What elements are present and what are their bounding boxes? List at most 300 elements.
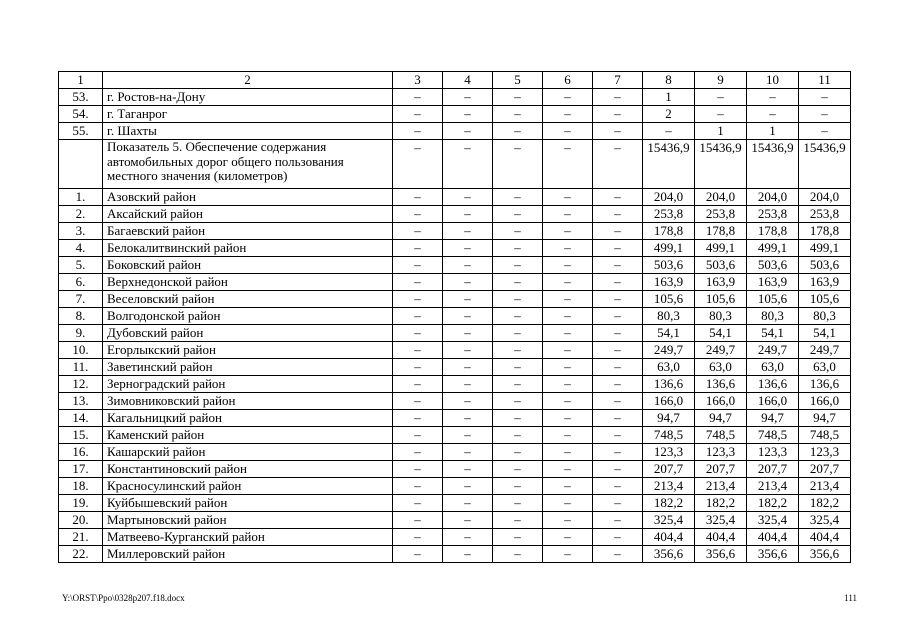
value-cell: 499,1 — [799, 240, 851, 257]
value-cell: – — [593, 240, 643, 257]
value-cell: 356,6 — [747, 546, 799, 563]
value-cell: 80,3 — [799, 308, 851, 325]
district-name: Мартыновский район — [103, 512, 393, 529]
column-header: 1 — [59, 72, 103, 89]
value-cell: – — [543, 342, 593, 359]
value-cell: – — [393, 393, 443, 410]
value-cell: – — [443, 478, 493, 495]
district-name: Кашарский район — [103, 444, 393, 461]
value-cell: – — [493, 444, 543, 461]
row-number: 5. — [59, 257, 103, 274]
value-cell: – — [593, 189, 643, 206]
value-cell: 2 — [643, 106, 695, 123]
district-name: Красносулинский район — [103, 478, 393, 495]
value-cell: – — [493, 223, 543, 240]
value-cell: 105,6 — [643, 291, 695, 308]
row-number: 7. — [59, 291, 103, 308]
value-cell: – — [493, 325, 543, 342]
value-cell: – — [593, 393, 643, 410]
column-header: 7 — [593, 72, 643, 89]
value-cell: – — [593, 410, 643, 427]
value-cell: 249,7 — [643, 342, 695, 359]
value-cell: – — [543, 123, 593, 140]
value-cell: – — [543, 89, 593, 106]
district-name: Белокалитвинский район — [103, 240, 393, 257]
value-cell: 1 — [695, 123, 747, 140]
value-cell: – — [443, 461, 493, 478]
column-header: 8 — [643, 72, 695, 89]
column-header: 9 — [695, 72, 747, 89]
value-cell: – — [393, 240, 443, 257]
value-cell: 15436,9 — [747, 140, 799, 189]
row-number: 9. — [59, 325, 103, 342]
value-cell: 136,6 — [799, 376, 851, 393]
value-cell: 325,4 — [695, 512, 747, 529]
table-row — [59, 546, 851, 563]
value-cell: 63,0 — [643, 359, 695, 376]
value-cell: 356,6 — [799, 546, 851, 563]
value-cell: – — [593, 106, 643, 123]
value-cell: – — [493, 376, 543, 393]
value-cell: 249,7 — [695, 342, 747, 359]
value-cell: – — [443, 427, 493, 444]
value-cell: – — [493, 495, 543, 512]
row-number: 20. — [59, 512, 103, 529]
value-cell: – — [593, 427, 643, 444]
document-path: Y:\ORST\Ppo\0328p207.f18.docx — [62, 593, 185, 603]
indicator-title: Показатель 5. Обеспечение содержания автомобильных дорог общего пользования местного значения (километров) — [103, 140, 393, 189]
value-cell: 54,1 — [643, 325, 695, 342]
row-number: 53. — [59, 89, 103, 106]
value-cell: 182,2 — [643, 495, 695, 512]
value-cell: – — [493, 257, 543, 274]
value-cell: 499,1 — [643, 240, 695, 257]
table-row — [59, 325, 851, 342]
value-cell: – — [593, 461, 643, 478]
district-name: Верхнедонской район — [103, 274, 393, 291]
table-row — [59, 106, 851, 123]
value-cell: – — [493, 342, 543, 359]
value-cell: – — [393, 189, 443, 206]
value-cell: – — [593, 342, 643, 359]
value-cell: – — [443, 495, 493, 512]
row-number: 11. — [59, 359, 103, 376]
row-number: 54. — [59, 106, 103, 123]
value-cell: – — [493, 140, 543, 189]
value-cell: 105,6 — [747, 291, 799, 308]
value-cell: – — [493, 240, 543, 257]
value-cell: – — [493, 291, 543, 308]
value-cell: 404,4 — [799, 529, 851, 546]
table-row — [59, 410, 851, 427]
value-cell: – — [443, 140, 493, 189]
district-name: Багаевский район — [103, 223, 393, 240]
value-cell: – — [543, 106, 593, 123]
value-cell: – — [393, 89, 443, 106]
district-name: Миллеровский район — [103, 546, 393, 563]
value-cell: 404,4 — [747, 529, 799, 546]
value-cell: – — [593, 89, 643, 106]
value-cell: – — [443, 444, 493, 461]
value-cell: 253,8 — [747, 206, 799, 223]
value-cell: – — [543, 308, 593, 325]
header-row — [59, 72, 851, 89]
value-cell: 404,4 — [643, 529, 695, 546]
district-name: Константиновский район — [103, 461, 393, 478]
value-cell: – — [543, 325, 593, 342]
value-cell: – — [543, 257, 593, 274]
value-cell: – — [393, 106, 443, 123]
row-number: 6. — [59, 274, 103, 291]
value-cell: – — [493, 410, 543, 427]
value-cell: – — [695, 106, 747, 123]
value-cell: – — [493, 461, 543, 478]
value-cell: – — [443, 257, 493, 274]
column-header: 3 — [393, 72, 443, 89]
value-cell: 94,7 — [695, 410, 747, 427]
value-cell: 207,7 — [695, 461, 747, 478]
value-cell: – — [695, 89, 747, 106]
value-cell: 325,4 — [643, 512, 695, 529]
table-row — [59, 359, 851, 376]
value-cell: 166,0 — [695, 393, 747, 410]
value-cell: 748,5 — [799, 427, 851, 444]
value-cell: 253,8 — [643, 206, 695, 223]
value-cell: – — [543, 240, 593, 257]
value-cell: – — [393, 123, 443, 140]
value-cell: – — [543, 546, 593, 563]
value-cell: 178,8 — [695, 223, 747, 240]
value-cell: 207,7 — [643, 461, 695, 478]
table-row — [59, 206, 851, 223]
value-cell: – — [593, 478, 643, 495]
value-cell: – — [393, 478, 443, 495]
value-cell: – — [747, 89, 799, 106]
value-cell: 213,4 — [695, 478, 747, 495]
row-number: 17. — [59, 461, 103, 478]
value-cell: 163,9 — [643, 274, 695, 291]
value-cell: – — [493, 89, 543, 106]
value-cell: – — [593, 274, 643, 291]
value-cell: – — [393, 274, 443, 291]
district-name: Кагальницкий район — [103, 410, 393, 427]
value-cell: 213,4 — [799, 478, 851, 495]
value-cell: – — [393, 359, 443, 376]
value-cell: 94,7 — [643, 410, 695, 427]
value-cell: 1 — [643, 89, 695, 106]
district-name: Аксайский район — [103, 206, 393, 223]
column-header: 11 — [799, 72, 851, 89]
value-cell: – — [799, 106, 851, 123]
value-cell: – — [593, 291, 643, 308]
value-cell: – — [543, 444, 593, 461]
table-row — [59, 495, 851, 512]
value-cell: 325,4 — [747, 512, 799, 529]
value-cell: – — [593, 325, 643, 342]
district-name: Куйбышевский район — [103, 495, 393, 512]
value-cell: 105,6 — [695, 291, 747, 308]
value-cell: 54,1 — [695, 325, 747, 342]
value-cell: – — [593, 223, 643, 240]
value-cell: – — [393, 291, 443, 308]
value-cell: 503,6 — [747, 257, 799, 274]
value-cell: 182,2 — [695, 495, 747, 512]
value-cell: – — [593, 512, 643, 529]
value-cell: 178,8 — [747, 223, 799, 240]
value-cell: 63,0 — [799, 359, 851, 376]
table-row — [59, 529, 851, 546]
value-cell: – — [493, 478, 543, 495]
value-cell: – — [443, 546, 493, 563]
value-cell: – — [493, 393, 543, 410]
value-cell: – — [393, 206, 443, 223]
value-cell: – — [593, 359, 643, 376]
district-name: Волгодонской район — [103, 308, 393, 325]
value-cell: – — [593, 140, 643, 189]
value-cell: 404,4 — [695, 529, 747, 546]
value-cell: – — [493, 529, 543, 546]
value-cell: – — [393, 529, 443, 546]
value-cell: – — [493, 359, 543, 376]
value-cell: – — [543, 189, 593, 206]
district-name: Зерноградский район — [103, 376, 393, 393]
value-cell: 15436,9 — [643, 140, 695, 189]
value-cell: – — [543, 529, 593, 546]
value-cell: – — [393, 325, 443, 342]
value-cell: – — [443, 274, 493, 291]
table-row — [59, 240, 851, 257]
value-cell: – — [393, 308, 443, 325]
value-cell: – — [393, 342, 443, 359]
value-cell: – — [593, 376, 643, 393]
district-name: Веселовский район — [103, 291, 393, 308]
value-cell: – — [443, 529, 493, 546]
value-cell: – — [543, 274, 593, 291]
value-cell: – — [593, 444, 643, 461]
value-cell: 123,3 — [747, 444, 799, 461]
value-cell: 356,6 — [643, 546, 695, 563]
value-cell: – — [493, 274, 543, 291]
value-cell: 136,6 — [695, 376, 747, 393]
value-cell: – — [393, 512, 443, 529]
row-number: 16. — [59, 444, 103, 461]
column-header: 6 — [543, 72, 593, 89]
value-cell: – — [443, 223, 493, 240]
column-header: 5 — [493, 72, 543, 89]
value-cell: 94,7 — [747, 410, 799, 427]
value-cell: – — [543, 376, 593, 393]
value-cell: 178,8 — [799, 223, 851, 240]
value-cell: 503,6 — [799, 257, 851, 274]
value-cell: 204,0 — [643, 189, 695, 206]
value-cell: 163,9 — [747, 274, 799, 291]
district-name: г. Шахты — [103, 123, 393, 140]
value-cell: 123,3 — [799, 444, 851, 461]
table-row — [59, 291, 851, 308]
row-number: 12. — [59, 376, 103, 393]
value-cell: – — [543, 223, 593, 240]
value-cell: 249,7 — [747, 342, 799, 359]
value-cell: – — [593, 257, 643, 274]
value-cell: 499,1 — [747, 240, 799, 257]
row-number: 13. — [59, 393, 103, 410]
value-cell: – — [493, 206, 543, 223]
value-cell: – — [443, 393, 493, 410]
district-name: Каменский район — [103, 427, 393, 444]
value-cell: – — [393, 461, 443, 478]
value-cell: – — [543, 478, 593, 495]
value-cell: – — [393, 427, 443, 444]
value-cell: – — [493, 189, 543, 206]
value-cell: 207,7 — [747, 461, 799, 478]
value-cell: – — [443, 206, 493, 223]
value-cell: 748,5 — [695, 427, 747, 444]
value-cell: – — [543, 359, 593, 376]
value-cell: 204,0 — [695, 189, 747, 206]
indicator-row — [59, 140, 851, 189]
value-cell: – — [443, 240, 493, 257]
value-cell: – — [393, 444, 443, 461]
value-cell: 207,7 — [799, 461, 851, 478]
value-cell: 182,2 — [799, 495, 851, 512]
value-cell: 253,8 — [695, 206, 747, 223]
value-cell: – — [593, 123, 643, 140]
value-cell: – — [543, 495, 593, 512]
district-name: Боковский район — [103, 257, 393, 274]
table-row — [59, 89, 851, 106]
value-cell: 63,0 — [695, 359, 747, 376]
value-cell: 204,0 — [799, 189, 851, 206]
table-row — [59, 123, 851, 140]
value-cell: 503,6 — [695, 257, 747, 274]
value-cell: – — [543, 291, 593, 308]
value-cell: – — [443, 123, 493, 140]
table-row — [59, 342, 851, 359]
value-cell: 253,8 — [799, 206, 851, 223]
value-cell: – — [543, 140, 593, 189]
value-cell: – — [543, 461, 593, 478]
district-name: Зимовниковский район — [103, 393, 393, 410]
value-cell: 163,9 — [799, 274, 851, 291]
empty-cell — [59, 140, 103, 189]
value-cell: 748,5 — [747, 427, 799, 444]
value-cell: 163,9 — [695, 274, 747, 291]
value-cell: 166,0 — [643, 393, 695, 410]
page-number: 111 — [844, 593, 857, 603]
value-cell: – — [493, 308, 543, 325]
value-cell: 1 — [747, 123, 799, 140]
district-name: г. Ростов-на-Дону — [103, 89, 393, 106]
value-cell: – — [393, 140, 443, 189]
value-cell: 213,4 — [643, 478, 695, 495]
row-number: 55. — [59, 123, 103, 140]
row-number: 10. — [59, 342, 103, 359]
row-number: 3. — [59, 223, 103, 240]
value-cell: – — [443, 410, 493, 427]
row-number: 14. — [59, 410, 103, 427]
value-cell: – — [443, 376, 493, 393]
value-cell: – — [393, 410, 443, 427]
row-number: 15. — [59, 427, 103, 444]
row-number: 18. — [59, 478, 103, 495]
value-cell: – — [593, 308, 643, 325]
table-row — [59, 427, 851, 444]
value-cell: – — [799, 123, 851, 140]
district-name: Матвеево-Курганский район — [103, 529, 393, 546]
value-cell: – — [393, 376, 443, 393]
value-cell: – — [747, 106, 799, 123]
value-cell: 178,8 — [643, 223, 695, 240]
table-row — [59, 257, 851, 274]
value-cell: – — [443, 308, 493, 325]
value-cell: 105,6 — [799, 291, 851, 308]
value-cell: 166,0 — [747, 393, 799, 410]
row-number: 8. — [59, 308, 103, 325]
value-cell: – — [543, 512, 593, 529]
table-row — [59, 512, 851, 529]
value-cell: 213,4 — [747, 478, 799, 495]
value-cell: – — [543, 206, 593, 223]
value-cell: 123,3 — [643, 444, 695, 461]
value-cell: – — [493, 427, 543, 444]
table-row — [59, 393, 851, 410]
value-cell: 54,1 — [747, 325, 799, 342]
value-cell: – — [393, 223, 443, 240]
value-cell: 166,0 — [799, 393, 851, 410]
value-cell: – — [443, 342, 493, 359]
value-cell: – — [443, 512, 493, 529]
data-table — [58, 71, 851, 563]
value-cell: – — [799, 89, 851, 106]
value-cell: – — [593, 495, 643, 512]
value-cell: – — [543, 393, 593, 410]
value-cell: – — [493, 512, 543, 529]
value-cell: – — [493, 123, 543, 140]
district-name: Дубовский район — [103, 325, 393, 342]
value-cell: – — [443, 291, 493, 308]
value-cell: 249,7 — [799, 342, 851, 359]
column-header: 2 — [103, 72, 393, 89]
value-cell: – — [593, 546, 643, 563]
district-name: Егорлыкский район — [103, 342, 393, 359]
value-cell: – — [443, 189, 493, 206]
column-header: 10 — [747, 72, 799, 89]
row-number: 2. — [59, 206, 103, 223]
district-name: г. Таганрог — [103, 106, 393, 123]
table-row — [59, 274, 851, 291]
table-row — [59, 308, 851, 325]
table-row — [59, 478, 851, 495]
value-cell: 15436,9 — [799, 140, 851, 189]
value-cell: 80,3 — [747, 308, 799, 325]
value-cell: 136,6 — [643, 376, 695, 393]
row-number: 22. — [59, 546, 103, 563]
value-cell: 356,6 — [695, 546, 747, 563]
row-number: 1. — [59, 189, 103, 206]
value-cell: – — [593, 529, 643, 546]
row-number: 21. — [59, 529, 103, 546]
value-cell: 204,0 — [747, 189, 799, 206]
value-cell: – — [493, 106, 543, 123]
table-row — [59, 461, 851, 478]
district-name: Азовский район — [103, 189, 393, 206]
column-header: 4 — [443, 72, 493, 89]
value-cell: 54,1 — [799, 325, 851, 342]
value-cell: 136,6 — [747, 376, 799, 393]
value-cell: 15436,9 — [695, 140, 747, 189]
value-cell: – — [543, 427, 593, 444]
value-cell: – — [393, 546, 443, 563]
